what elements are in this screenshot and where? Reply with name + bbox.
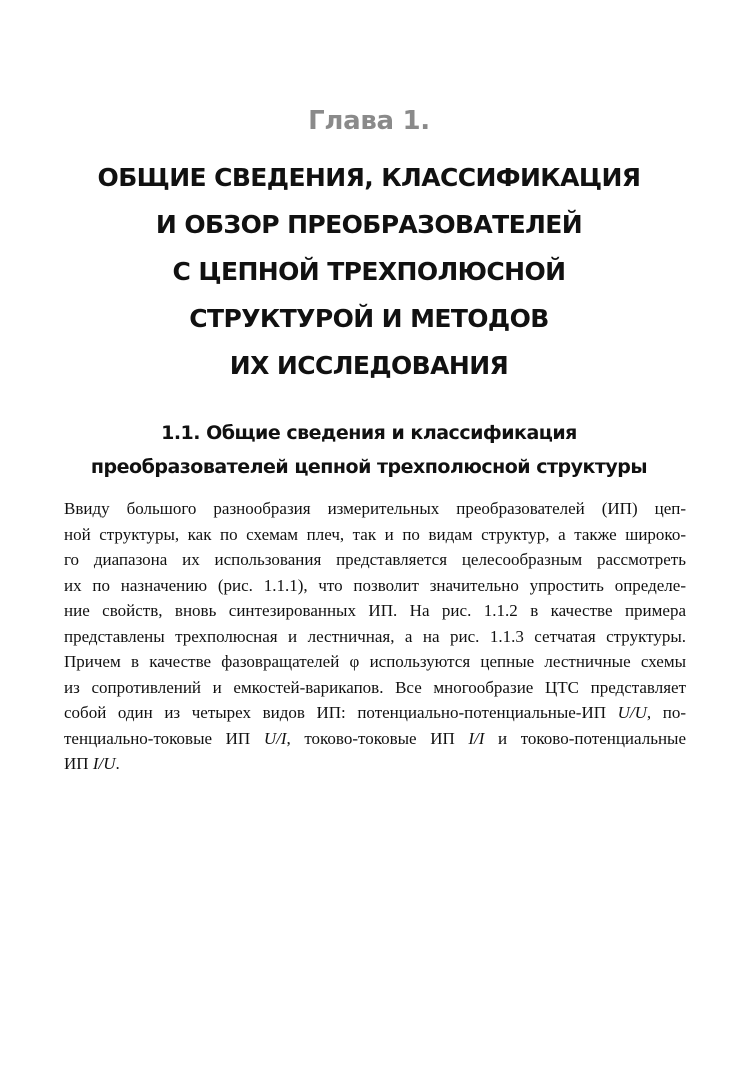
chapter-title-line: СТРУКТУРОЙ И МЕТОДОВ xyxy=(189,304,549,333)
paragraph-line: представлены трехполюсная и лестничная, а на рис. 1.1.3 сетчатая структуры. xyxy=(64,626,686,646)
chapter-title-line: С ЦЕПНОЙ ТРЕХПОЛЮСНОЙ xyxy=(172,257,566,286)
paragraph-line: ние свойств, вновь синтезированных ИП. На рис. 1.1.2 в качестве примера xyxy=(64,601,686,620)
paragraph-line: го диапазона их использования представляется целесообразным рассмотреть xyxy=(64,550,686,569)
paragraph-line: Ввиду большого разнообразия измерительных преобразователей (ИП) цеп- xyxy=(64,499,686,518)
section-title-line: 1.1. Общие сведения и классификация xyxy=(161,422,577,444)
paragraph-line: собой один из четырех видов ИП: потенциально-потенциальные-ИП U/U, по- xyxy=(64,703,686,722)
paragraph-line: ной структуры, как по схемам плеч, так и по видам структур, а также широко- xyxy=(64,524,686,544)
section-title-line: преобразователей цепной трехполюсной структуры xyxy=(90,456,648,478)
chapter-label: Глава 1. xyxy=(308,106,430,136)
chapter-title-line: И ОБЗОР ПРЕОБРАЗОВАТЕЛЕЙ xyxy=(155,210,583,239)
section-title xyxy=(0,416,738,484)
paragraph-line: Причем в качестве фазовращателей φ используются цепные лестничные схемы xyxy=(64,652,686,671)
paragraph-line: тенциально-токовые ИП U/I, токово-токовые ИП I/I и токово-потенциальные xyxy=(64,728,687,748)
paragraph-line: их по назначению (рис. 1.1.1), что позволит значительно упростить определе- xyxy=(64,575,686,595)
chapter-title-line: ОБЩИЕ СВЕДЕНИЯ, КЛАССИФИКАЦИЯ xyxy=(97,163,641,192)
chapter-title xyxy=(0,154,738,389)
paragraph-line: ИП I/U. xyxy=(64,754,120,773)
paragraph-line: из сопротивлений и емкостей-варикапов. Все многообразие ЦТС представляет xyxy=(64,677,686,697)
body-paragraph xyxy=(64,496,686,777)
chapter-title-line: ИХ ИССЛЕДОВАНИЯ xyxy=(229,351,509,380)
